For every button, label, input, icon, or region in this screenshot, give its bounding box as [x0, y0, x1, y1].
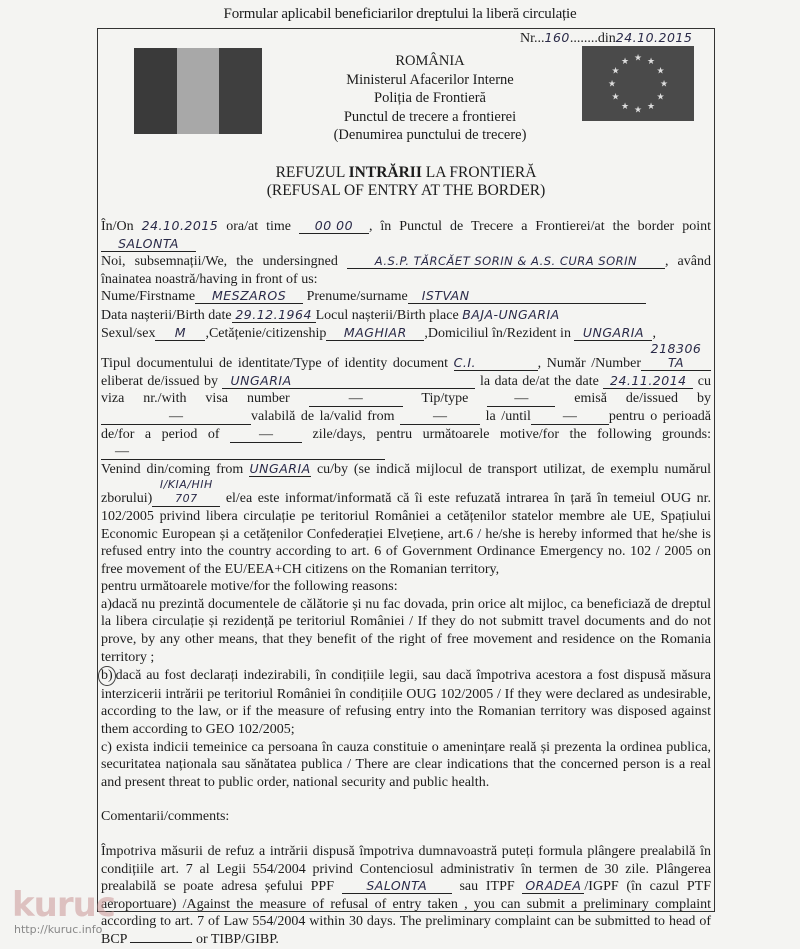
birthdate-field[interactable]: 29.12.1964: [232, 308, 316, 323]
document-title: [97, 164, 715, 200]
coming-from-label: Venind din/coming from: [101, 461, 244, 477]
time-label: ora/at time: [226, 219, 291, 234]
country-name: ROMÂNIA: [395, 53, 465, 69]
refusal-time[interactable]: 00 00: [299, 219, 369, 234]
form-body: În/On 24.10.2015 ora/at time 00 00 , în Punctul de Trecere a Frontierei/at the border point SALONTA Noi, subsemnații/We, the undersingned A.S.P. TĂRCĂET SORIN & A.S. CURA SORIN , având înainatea noastră/having in front of us: Nume/Firstname MESZAROS Prenume/surname ISTVAN Data nașterii/Birth date 29.12.1964 Locul nașterii/Birth place BAJA-UNGARIA Sexul/sex M ,Cetățenie/citizenship MAGHIAR ,Domiciliul în/Rezident in UNGARIA , Tipul documentului de identitate/Type of identity document C.I. , Număr /Number218306 TA eliberat de/issued by UNGARIA la data de/at the date 24.11.2014 cu viza nr./with visa number — Tip/type — emisă de/issued by — valabilă de la/valid from — la /until — pentru o perioadă de/for a period of — zile/days, pentru următoarele motive/for the following grounds: — Venind din/coming from UNGARIA cu/by (se indică mijlocul de transport utilizat, de exemplu numărul zborului)I/KIA/HIH 707 el/ea este informat/informată că îi este refuzată intrarea în țară în temeiul OUG nr. 102/2005 privind libera circulație pe teritoriul României a cetățenilor statelor membre ale UE, Spațiului Economic European și a cetățenilor Confederației Elvețiene, art.6 / he/she is hereby informed that he/she is refused entry into the country according to art. 6 of Government Ordinance Emergency no. 102 / 2005 on free movement of the EU/EEA+CH citizens on the Romanian territory, pentru următoarele motive/for the following reasons: a)dacă nu prezintă documentele de călătorie și nu fac dovada, prin orice alt mijloc, ca beneficiază de dreptul la libera circulație și rezidență pe teritoriul României / If they do not submitt travel documents and do not prove, by any other means, that they benefit of the right of free movement and residence on the Romania territory ; b) dacă au fost declarați indezirabili, în condițiile legii, sau dacă împotriva acestora a fost dispusă măsura interzicerii intrării pe teritoriul României în condițiile OUG 102/2005 / If they were declared as undesirable, according to the law, or if the measure of refusing entry into the Romanian territory was disposed against them according to GEO 102/2005; c) exista indicii temeinice ca persoana în cauza constituie o amenințare reală și prezenta la ordinea publica, securitatea naționala sau sănătatea publica / There are clear indications that the concerned person is a real and present threat to public order, national security and public health. Comentarii/comments: Împotriva măsurii de refuz a intrării dispusă împotriva dumnavoastră puteți formula plângere prealabilă în condițiile art. 7 al Legii 554/2004 privind Contenciosul administrativ în termen de 30 zile. Plângerea prealabilă se poate adresa șefului PPF SALONTA sau ITPF ORADEA /IGPF (în cazul PTF aeroportuare) /Against the measure of refusal of entry taken , you can submit a preliminary complaint according to art. 7 of Law 554/2004 within 30 days. The preliminary complaint can be submitted to head of BCP or TIBP/GIBP.: [101, 217, 711, 949]
birthplace-label: Locul nașterii/Birth place: [315, 307, 459, 323]
title-part: REFUZUL: [275, 164, 349, 181]
eu-star-icon: ★: [633, 52, 643, 63]
appeal-text: Împotriva măsurii de refuz a intrării dispusă împotriva dumnavoastră puteți formula plângere prealabilă în condițiile art. 7 al Legii 554/2004 privind Contenciosul administrativ în termen de 30 zile. Plângerea prealabilă se poate adresa șefului PPF: [101, 844, 711, 895]
reason-b: dacă au fost declarați indezirabili, în condițiile legii, sau dacă împotriva acestora a fost dispusă măsura interzicerii intrării pe teritoriul României în condițiile OUG 102/2005 / If they were declared as undesirable, according to the law, or if the measure of refusing entry into the Romanian territory was disposed against them according to GEO 102/2005;: [101, 668, 711, 738]
eu-star-icon: ★: [646, 101, 656, 112]
visa-type-field[interactable]: —: [487, 392, 555, 407]
eu-star-icon: ★: [633, 104, 643, 115]
firstname-label: Nume/Firstname: [101, 289, 196, 305]
eu-star-icon: ★: [646, 55, 656, 66]
ministry-name: Ministerul Afacerilor Interne: [346, 71, 514, 88]
transport-field[interactable]: I/KIA/HIH 707: [152, 478, 220, 507]
visa-issued-label: emisă de/issued by: [574, 391, 711, 407]
appeal-text: /IGPF (în cazul PTF aeroportuare) /Against the measure of refusal of entry taken , you can submit a preliminary complaint according to art. 7 of Law 554/2004 within 30 days. The preliminary complaint can be submitted to head of BCP: [101, 879, 712, 947]
firstname-field[interactable]: MESZAROS: [195, 289, 303, 304]
border-label: , în Punctul de Trecere a Frontierei/at the border point: [368, 219, 711, 234]
valid-until-field[interactable]: —: [531, 410, 609, 425]
visa-type-label: Tip/type: [421, 391, 469, 407]
kuruc-logo-watermark: kuruc: [12, 885, 115, 925]
eu-star-icon: ★: [611, 91, 620, 102]
grounds-field[interactable]: —: [101, 445, 385, 460]
issued-by-label: eliberat de/issued by: [101, 373, 219, 389]
title-english: (REFUSAL OF ENTRY AT THE BORDER): [266, 182, 546, 199]
resident-label: ,Domiciliul în/Rezident in: [424, 325, 571, 341]
title-part: LA FRONTIERĂ: [421, 164, 537, 181]
days-label: zile/days,: [312, 426, 366, 442]
reason-c: c) exista indicii temeinice ca persoana în cauza constituie o amenințare reală și prezenta la ordinea publica, securitatea naționala sau sănătatea publica / There are clear indications that the concerned person is a real and present threat to public order, national security and public health.: [101, 739, 711, 790]
visa-label: cu viza nr./with visa number: [101, 373, 712, 407]
police-name: Poliția de Frontieră: [374, 90, 486, 106]
officers-field[interactable]: A.S.P. TĂRCĂET SORIN & A.S. CURA SORIN: [347, 254, 665, 269]
period-field[interactable]: —: [230, 428, 302, 443]
appeal-text: or TIBP/GIBP.: [195, 931, 279, 947]
form-applicability-title: Formular aplicabil beneficiarilor dreptului la liberă circulație: [223, 6, 577, 22]
eu-flag-icon: [582, 46, 694, 121]
surname-field[interactable]: ISTVAN: [408, 289, 646, 304]
number-label: , Număr /Number: [537, 356, 641, 372]
border-point-field[interactable]: SALONTA: [101, 237, 196, 252]
reasons-label: pentru următoarele motive/for the following reasons:: [101, 579, 398, 595]
issue-date-label: la data de/at the date: [479, 373, 599, 389]
eu-star-icon: ★: [611, 65, 620, 76]
valid-from-label: valabilă de la/valid from: [251, 408, 395, 424]
watermark-url[interactable]: http://kuruc.info: [14, 923, 103, 936]
sex-label: Sexul/sex: [101, 325, 156, 341]
having-label: , având înainatea noastră/having in front of us:: [101, 254, 711, 287]
on-label: În/On: [101, 219, 134, 234]
crossing-point: Punctul de trecere a frontierei: [343, 108, 517, 125]
crossing-point-name: (Denumirea punctului de trecere): [333, 127, 527, 143]
surname-label: Prenume/surname: [306, 289, 408, 305]
appeal-text: sau ITPF: [459, 879, 515, 895]
reason-b-selected-marker[interactable]: b): [98, 666, 116, 686]
valid-from-field[interactable]: —: [400, 410, 480, 425]
eu-star-icon: ★: [620, 55, 630, 66]
eu-star-icon: ★: [656, 91, 665, 102]
we-label: Noi, subsemnații/We, the undersingned: [101, 254, 338, 270]
until-label: la /until: [485, 408, 531, 424]
nr-value: 160: [544, 30, 570, 45]
grounds-label: pentru următoarele motive/for the following grounds:: [376, 426, 712, 442]
issued-by-field[interactable]: UNGARIA: [222, 374, 475, 389]
bcp-field[interactable]: [130, 942, 192, 943]
document-number: [520, 30, 692, 47]
coming-from-field[interactable]: UNGARIA: [249, 460, 311, 476]
birthdate-label: Data nașterii/Birth date: [101, 307, 232, 323]
resident-field[interactable]: UNGARIA: [574, 326, 652, 341]
issuing-authority: [280, 52, 580, 145]
citizenship-label: ,Cetățenie/citizenship: [205, 325, 327, 341]
doctype-label: Tipul documentului de identitate/Type of identity document: [101, 356, 449, 372]
doc-number-field[interactable]: 218306 TA: [641, 342, 711, 371]
refusal-date[interactable]: 24.10.2015: [141, 218, 219, 233]
transport-label: cu/by (se indică mijlocul de transport utilizat, de exemplu numărul zborului): [101, 461, 712, 507]
eu-star-icon: ★: [659, 78, 669, 89]
birthplace-field[interactable]: BAJA-UNGARIA: [462, 306, 560, 322]
eu-star-icon: ★: [656, 65, 665, 76]
ppf-field[interactable]: SALONTA: [342, 879, 452, 894]
nr-label: Nr...: [520, 31, 545, 46]
doctype-field[interactable]: C.I.: [454, 356, 538, 371]
romania-flag-icon: [134, 48, 262, 134]
eu-star-icon: ★: [620, 101, 630, 112]
reason-a: a)dacă nu prezintă documentele de călătorie și nu fac dovada, prin orice alt mijloc, ca beneficiază de dreptul la libera circulație și rezidență pe teritoriul României / If they do not submitt travel documents and do not prove, by any other means, that they benefit of the right of free movement and residence on the Romania territory ;: [101, 596, 711, 665]
sex-field[interactable]: M: [155, 326, 205, 341]
period-label: pentru o perioadă de/for a period of: [101, 408, 711, 442]
citizenship-field[interactable]: MAGHIAR: [326, 326, 424, 341]
itpf-field[interactable]: ORADEA: [522, 879, 584, 894]
title-bold: INTRĂRII: [348, 164, 422, 181]
din-label: ........din: [569, 31, 616, 46]
issue-date-field[interactable]: 24.11.2014: [603, 374, 693, 389]
visa-number-field[interactable]: —: [309, 392, 403, 407]
comments-label: Comentarii/comments:: [101, 809, 230, 825]
eu-star-icon: ★: [607, 78, 617, 89]
nr-date: 24.10.2015: [615, 30, 693, 45]
visa-issued-field[interactable]: —: [101, 410, 251, 425]
informed-text: el/ea este informat/informată că îi este refuzată intrarea în țară în temeiul OUG nr. 102/2005 privind libera circulație pe teritoriul României a cetățenilor statelor membre ale UE, Spațiului Economic European și a cetățenilor Confederației Elvețiene, art.6 / he/she is hereby informed that he/she is refused entry into the country according to art. 6 of Government Ordinance Emergency no. 102 / 2005 on free movement of the EU/EEA+CH citizens on the Romanian territory,: [101, 491, 711, 577]
